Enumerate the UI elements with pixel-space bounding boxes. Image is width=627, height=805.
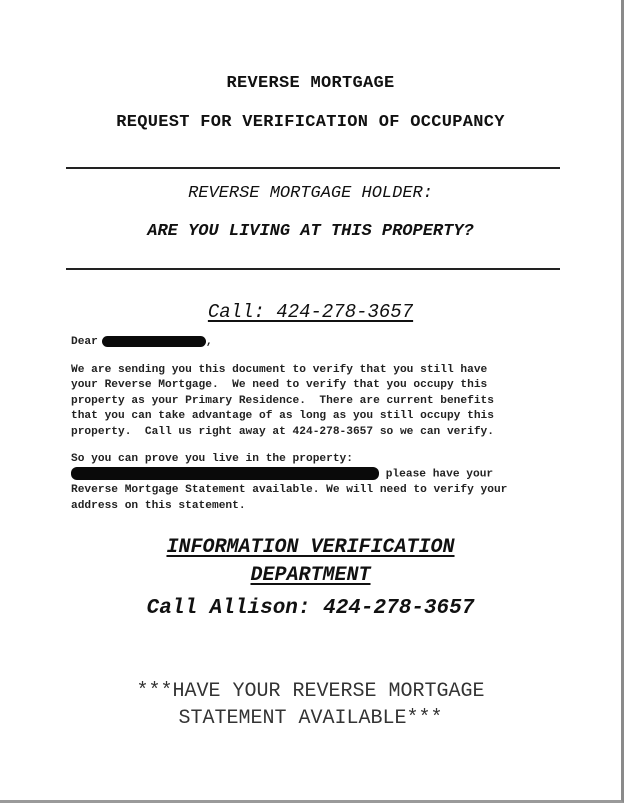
call-phone-heading	[0, 301, 621, 323]
department-heading	[0, 534, 621, 590]
paragraph-2	[71, 452, 561, 514]
paragraph-1-line: property. Call us right away at 424-278-3657 so we can verify.	[71, 425, 494, 438]
divider-bottom	[66, 268, 560, 270]
salutation-comma: ,	[205, 336, 213, 348]
paragraph-2-line-suffix: please have your	[379, 468, 494, 481]
paragraph-1-line: property as your Primary Residence. There are current benefits	[71, 394, 494, 407]
call-phone-text: Call: 424-278-3657	[207, 301, 414, 323]
redacted-address	[71, 467, 379, 480]
title-line-1: REVERSE MORTGAGE	[226, 74, 395, 93]
holder-heading: REVERSE MORTGAGE HOLDER:	[188, 184, 433, 203]
statement-reminder-line-2: STATEMENT AVAILABLE***	[178, 707, 443, 730]
statement-reminder	[0, 678, 621, 732]
call-allison-phone: Call Allison: 424-278-3657	[146, 597, 475, 620]
paragraph-1-line: We are sending you this document to verify that you still have	[71, 364, 488, 376]
redacted-name	[102, 336, 206, 347]
paragraph-2-line-with-redaction	[71, 467, 561, 483]
title-line-2: REQUEST FOR VERIFICATION OF OCCUPANCY	[116, 113, 505, 132]
paragraph-1-line: that you can take advantage of as long as you still occupy this	[71, 410, 494, 423]
holder-question: ARE YOU LIVING AT THIS PROPERTY?	[147, 222, 474, 241]
paragraph-2-line: So you can prove you live in the property:	[71, 453, 353, 465]
salutation	[71, 335, 561, 350]
divider-top	[66, 167, 560, 169]
salutation-text: Dear	[71, 336, 98, 348]
paragraph-1-line: your Reverse Mortgage. We need to verify that you occupy this	[71, 379, 488, 392]
department-line-1: INFORMATION VERIFICATION	[166, 536, 455, 559]
statement-reminder-line-1: ***HAVE YOUR REVERSE MORTGAGE	[136, 680, 485, 703]
department-line-2: DEPARTMENT	[250, 564, 371, 587]
paragraph-1	[71, 363, 561, 440]
paragraph-2-line: Reverse Mortgage Statement available. We will need to verify your	[71, 484, 508, 497]
paragraph-2-line: address on this statement.	[71, 499, 246, 512]
